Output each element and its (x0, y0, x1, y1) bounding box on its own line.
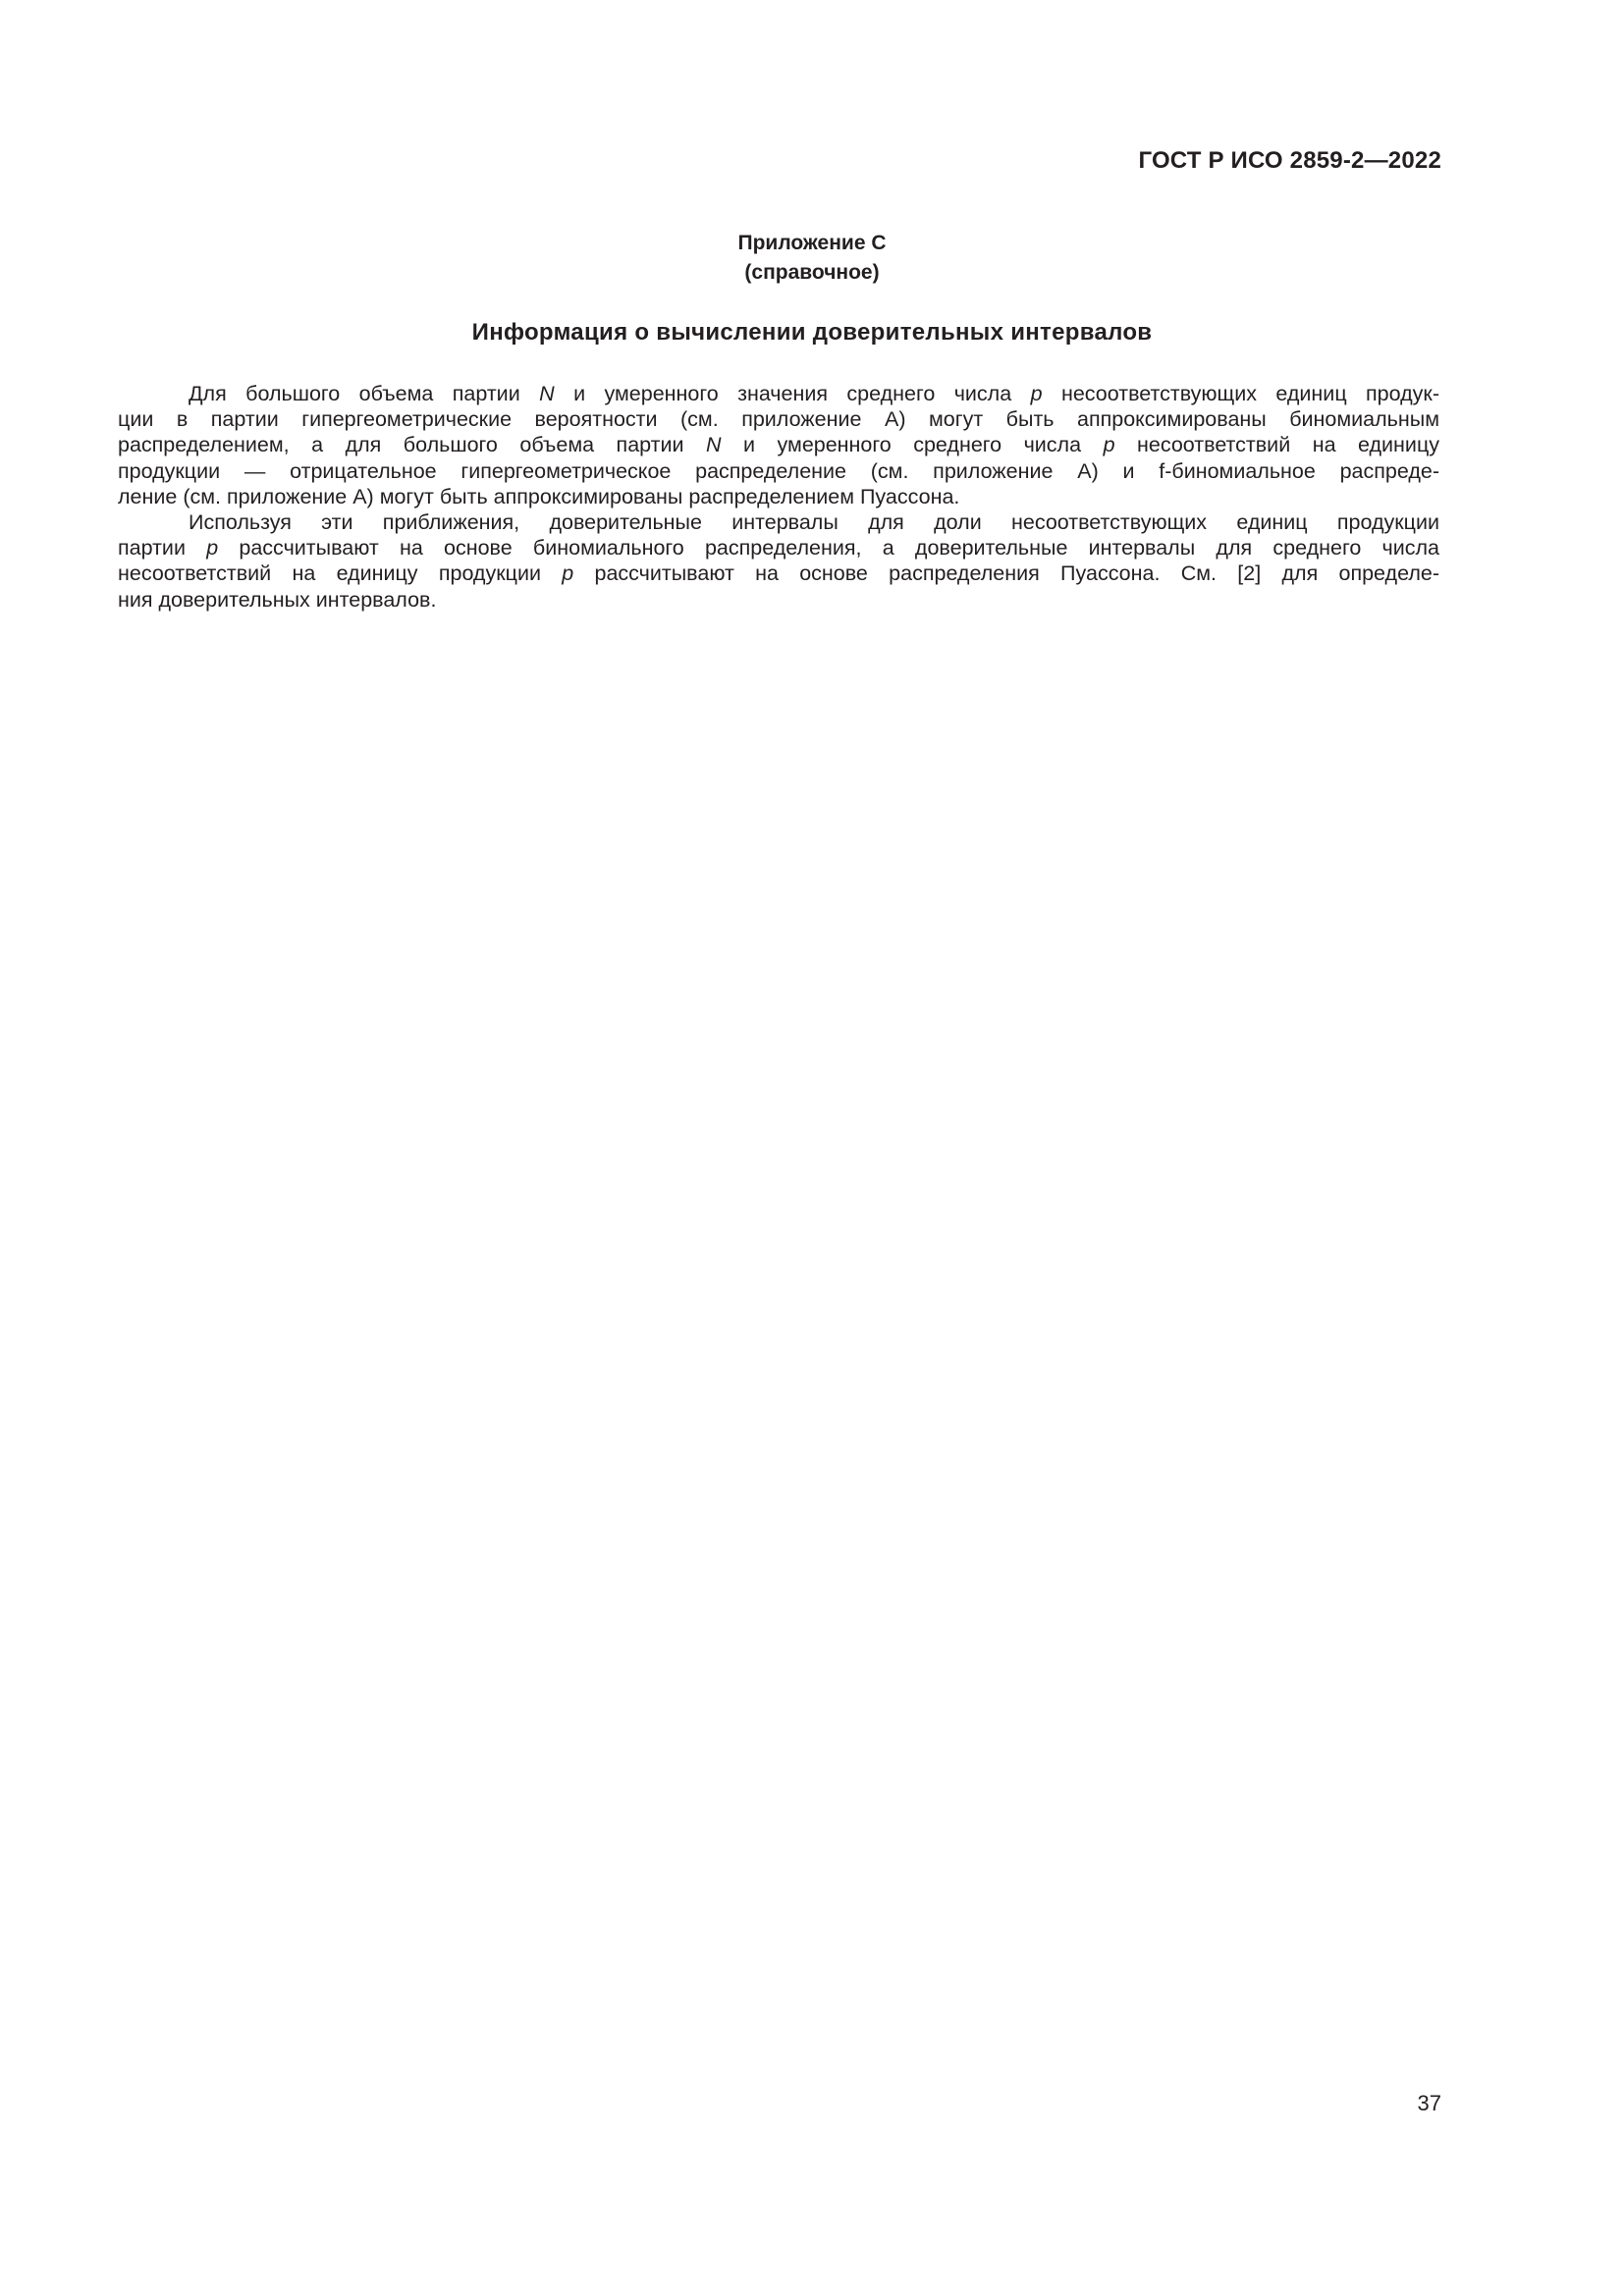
paragraph-1-line-4: продукции — отрицательное гипергеометрическое распределение (см. приложение А) и f-биномиальное распреде- (118, 458, 1439, 483)
paragraph-1-line-5: ление (см. приложение А) могут быть аппроксимированы распределением Пуассона. (118, 484, 960, 508)
paragraph-2-line-1: Используя эти приближения, доверительные интервалы для доли несоответствующих единиц продукции (189, 510, 1439, 535)
annex-body (118, 381, 1439, 613)
paragraph-1 (118, 381, 1439, 509)
paragraph-1-line-1: Для большого объема партии N и умеренного значения среднего числа p несоответствующих единиц продук- (189, 382, 1439, 405)
paragraph-1-line-2: ции в партии гипергеометрические вероятности (см. приложение А) могут быть аппроксимированы биномиальным (118, 407, 1439, 432)
paragraph-2 (118, 509, 1439, 613)
document-code: ГОСТ Р ИСО 2859-2—2022 (1138, 147, 1441, 174)
annex-status: (справочное) (744, 261, 880, 284)
annex-title: Информация о вычислении доверительных интервалов (471, 319, 1153, 346)
paragraph-1-line-3: распределением, а для большого объема партии N и умеренного среднего числа p несоответствий на единицу (118, 433, 1440, 457)
paragraph-2-line-4: ния доверительных интервалов. (118, 587, 437, 612)
paragraph-2-line-3: несоответствий на единицу продукции p рассчитывают на основе распределения Пуассона. См. [2] для определе- (118, 561, 1439, 586)
paragraph-2-line-2: партии p рассчитывают на основе биномиального распределения, а доверительные интервалы для среднего числа (118, 536, 1439, 561)
annex-heading (0, 229, 1624, 288)
page-number: 37 (1417, 2091, 1441, 2115)
annex-label: Приложение С (737, 232, 887, 254)
